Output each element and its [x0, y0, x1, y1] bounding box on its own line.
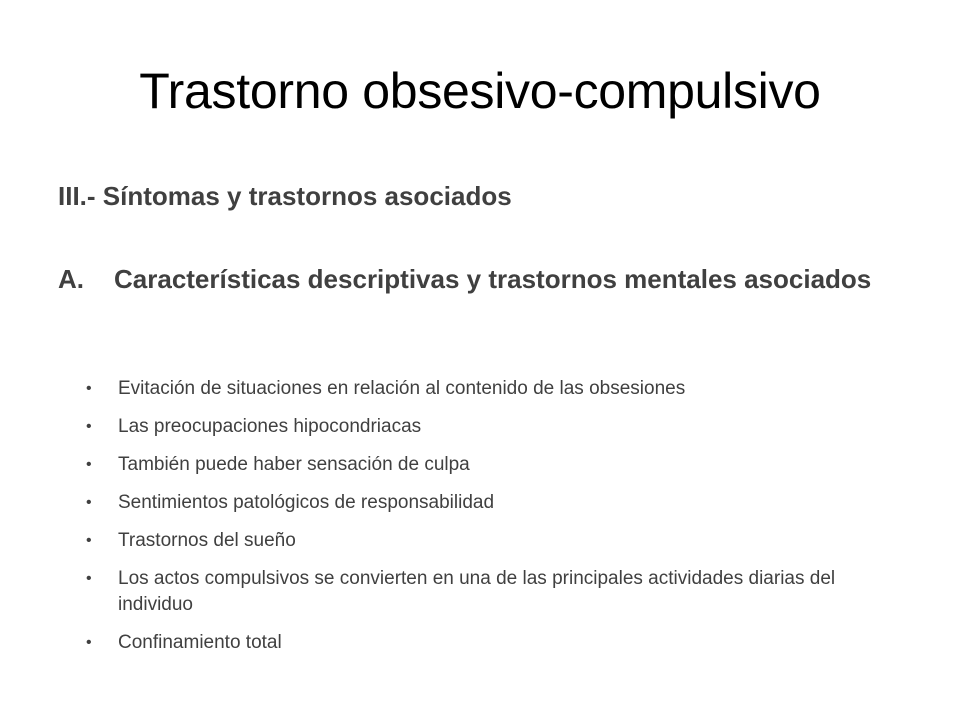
bullet-list [86, 376, 866, 668]
bullet-text: Sentimientos patológicos de responsabilidad [118, 492, 495, 513]
list-item [86, 566, 866, 618]
bullet-text: Las preocupaciones hipocondriacas [118, 416, 422, 437]
subheading [58, 261, 878, 297]
list-item [86, 414, 866, 440]
bullet-text: También puede haber sensación de culpa [118, 454, 470, 475]
bullet-dot-icon: • [86, 494, 92, 511]
bullet-dot-icon: • [86, 456, 92, 473]
bullet-dot-icon: • [86, 532, 92, 549]
section-heading: III.- Síntomas y trastornos asociados [58, 181, 512, 211]
list-item [86, 630, 866, 656]
bullet-text: Los actos compulsivos se convierten en una de las principales actividades diarias del individuo [118, 568, 836, 615]
list-item [86, 376, 866, 402]
bullet-dot-icon: • [86, 418, 92, 435]
bullet-text: Confinamiento total [118, 632, 282, 653]
subheading-text: Características descriptivas y trastornos mentales asociados [114, 264, 872, 294]
bullet-text: Evitación de situaciones en relación al contenido de las obsesiones [118, 378, 686, 399]
list-item [86, 528, 866, 554]
bullet-dot-icon: • [86, 570, 92, 587]
bullet-text: Trastornos del sueño [118, 530, 296, 551]
list-item [86, 490, 866, 516]
bullet-dot-icon: • [86, 634, 92, 651]
bullet-dot-icon: • [86, 380, 92, 397]
list-item [86, 452, 866, 478]
slide-title: Trastorno obsesivo-compulsivo [139, 63, 821, 119]
subheading-marker: A. [58, 264, 84, 294]
